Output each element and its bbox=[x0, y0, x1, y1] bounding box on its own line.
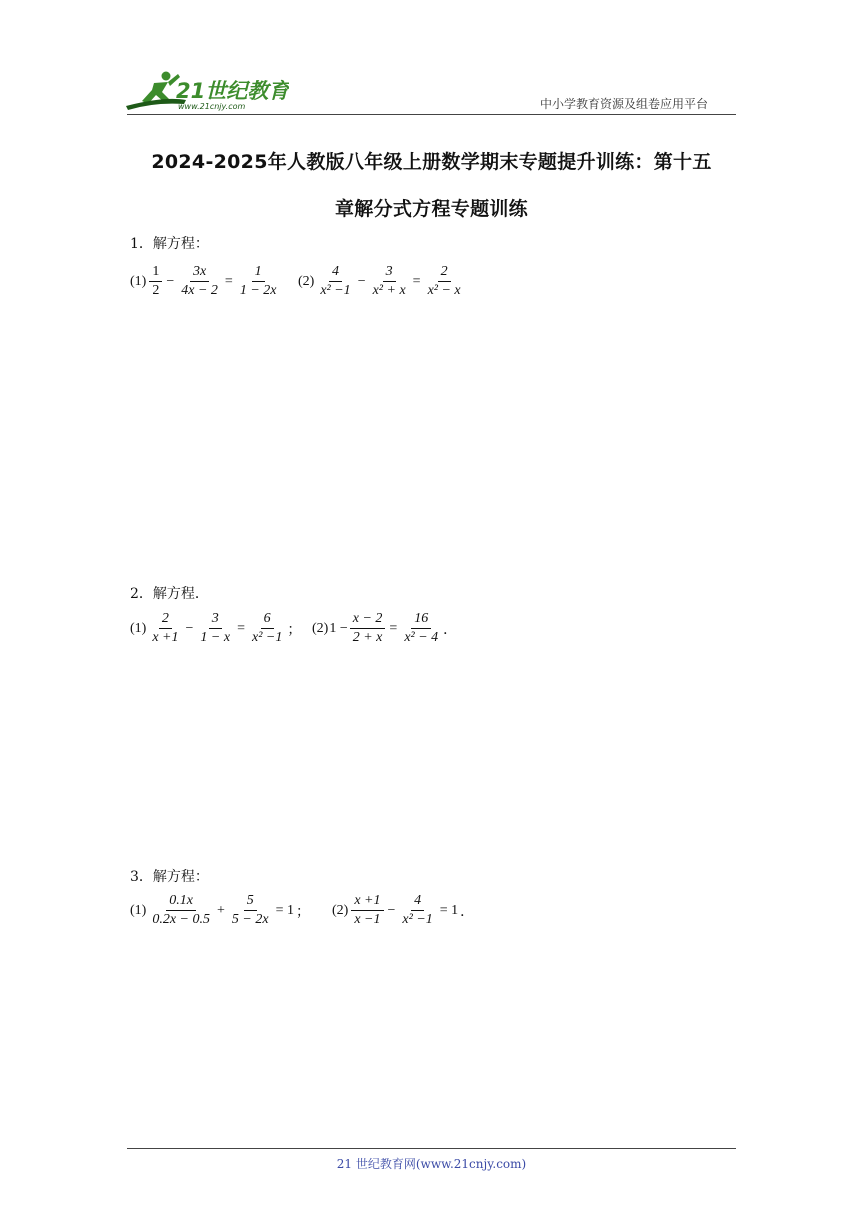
fraction: $\frac{3}{1 - x}$ bbox=[200, 611, 231, 645]
fraction: $\frac{16}{\text{x² − 4}}$ bbox=[404, 611, 439, 645]
fraction: $\frac{6}{\text{x² −1}}$ bbox=[251, 611, 283, 645]
question-2-heading: 2．解方程． bbox=[130, 586, 209, 602]
fraction: $\frac{x - 2}{2 + x}$ bbox=[350, 611, 386, 646]
question-3-part-2: (2) $\frac{x +1}{x -1}$ − $\frac{4}{\text{x² −1}}$ = 1 ． bbox=[332, 893, 475, 927]
fraction: $\frac{2}{x +1}$ bbox=[152, 611, 179, 645]
footer-text[interactable]: 21 世纪教育网(www.21cnjy.com) bbox=[336, 1157, 527, 1171]
question-2-part-1: (1) $\frac{2}{x +1}$ − $\frac{3}{1 - x}$ = $\frac{6}{\text{x² −1}}$ ； bbox=[130, 611, 302, 645]
site-logo bbox=[124, 70, 289, 112]
document-title-line2: 章解分式方程专题训练 bbox=[334, 198, 528, 220]
document-title-line1: 2024-2025年人教版八年级上册数学期末专题提升训练：第十五 bbox=[151, 151, 712, 173]
fraction: $\frac{2}{\text{x² − x}}$ bbox=[427, 264, 461, 298]
question-3-part-1: (1) $\frac{0.1x}{0.2x - 0.5}$ + $\frac{5}{5 - 2x}$ = 1 ； bbox=[130, 893, 310, 927]
logo-text: 21世纪教育 bbox=[176, 79, 289, 103]
question-1-part-1: (1) $\frac{1}{2}$ − $\frac{3x}{4x - 2}$ = $\frac{1}{1 - 2x}$ bbox=[130, 264, 281, 299]
fraction: $\frac{1}{1 - 2x}$ bbox=[239, 264, 277, 298]
question-3-heading: 3．解方程： bbox=[130, 869, 209, 885]
footer-divider bbox=[127, 1148, 736, 1149]
fraction: $\frac{4}{\text{x² −1}}$ bbox=[402, 893, 433, 927]
fraction: $\frac{4}{\text{x² −1}}$ bbox=[320, 264, 351, 298]
fraction: $\frac{3}{\text{x² + x}}$ bbox=[372, 264, 406, 298]
platform-name: 中小学教育资源及组卷应用平台 bbox=[540, 97, 709, 111]
fraction: $\frac{1}{2}$ bbox=[149, 264, 162, 299]
fraction: $\frac{5}{5 - 2x}$ bbox=[231, 893, 269, 927]
question-1-heading: 1．解方程： bbox=[130, 236, 209, 252]
logo-url: www.21cnjy.com bbox=[178, 102, 246, 111]
question-2-part-2: (2) 1 − $\frac{x - 2}{2 + x}$ = $\frac{16}{\text{x² − 4}}$ ． bbox=[312, 611, 458, 645]
fraction: $\frac{3x}{4x - 2}$ bbox=[181, 264, 218, 298]
fraction: $\frac{0.1x}{0.2x - 0.5}$ bbox=[152, 893, 210, 927]
fraction: $\frac{x +1}{x -1}$ bbox=[351, 893, 383, 928]
question-1-part-2: (2) $\frac{4}{\text{x² −1}}$ − $\frac{3}{\text{x² + x}}$ = $\frac{2}{\text{x² − x}}$ bbox=[298, 264, 466, 299]
header-divider bbox=[127, 114, 736, 115]
